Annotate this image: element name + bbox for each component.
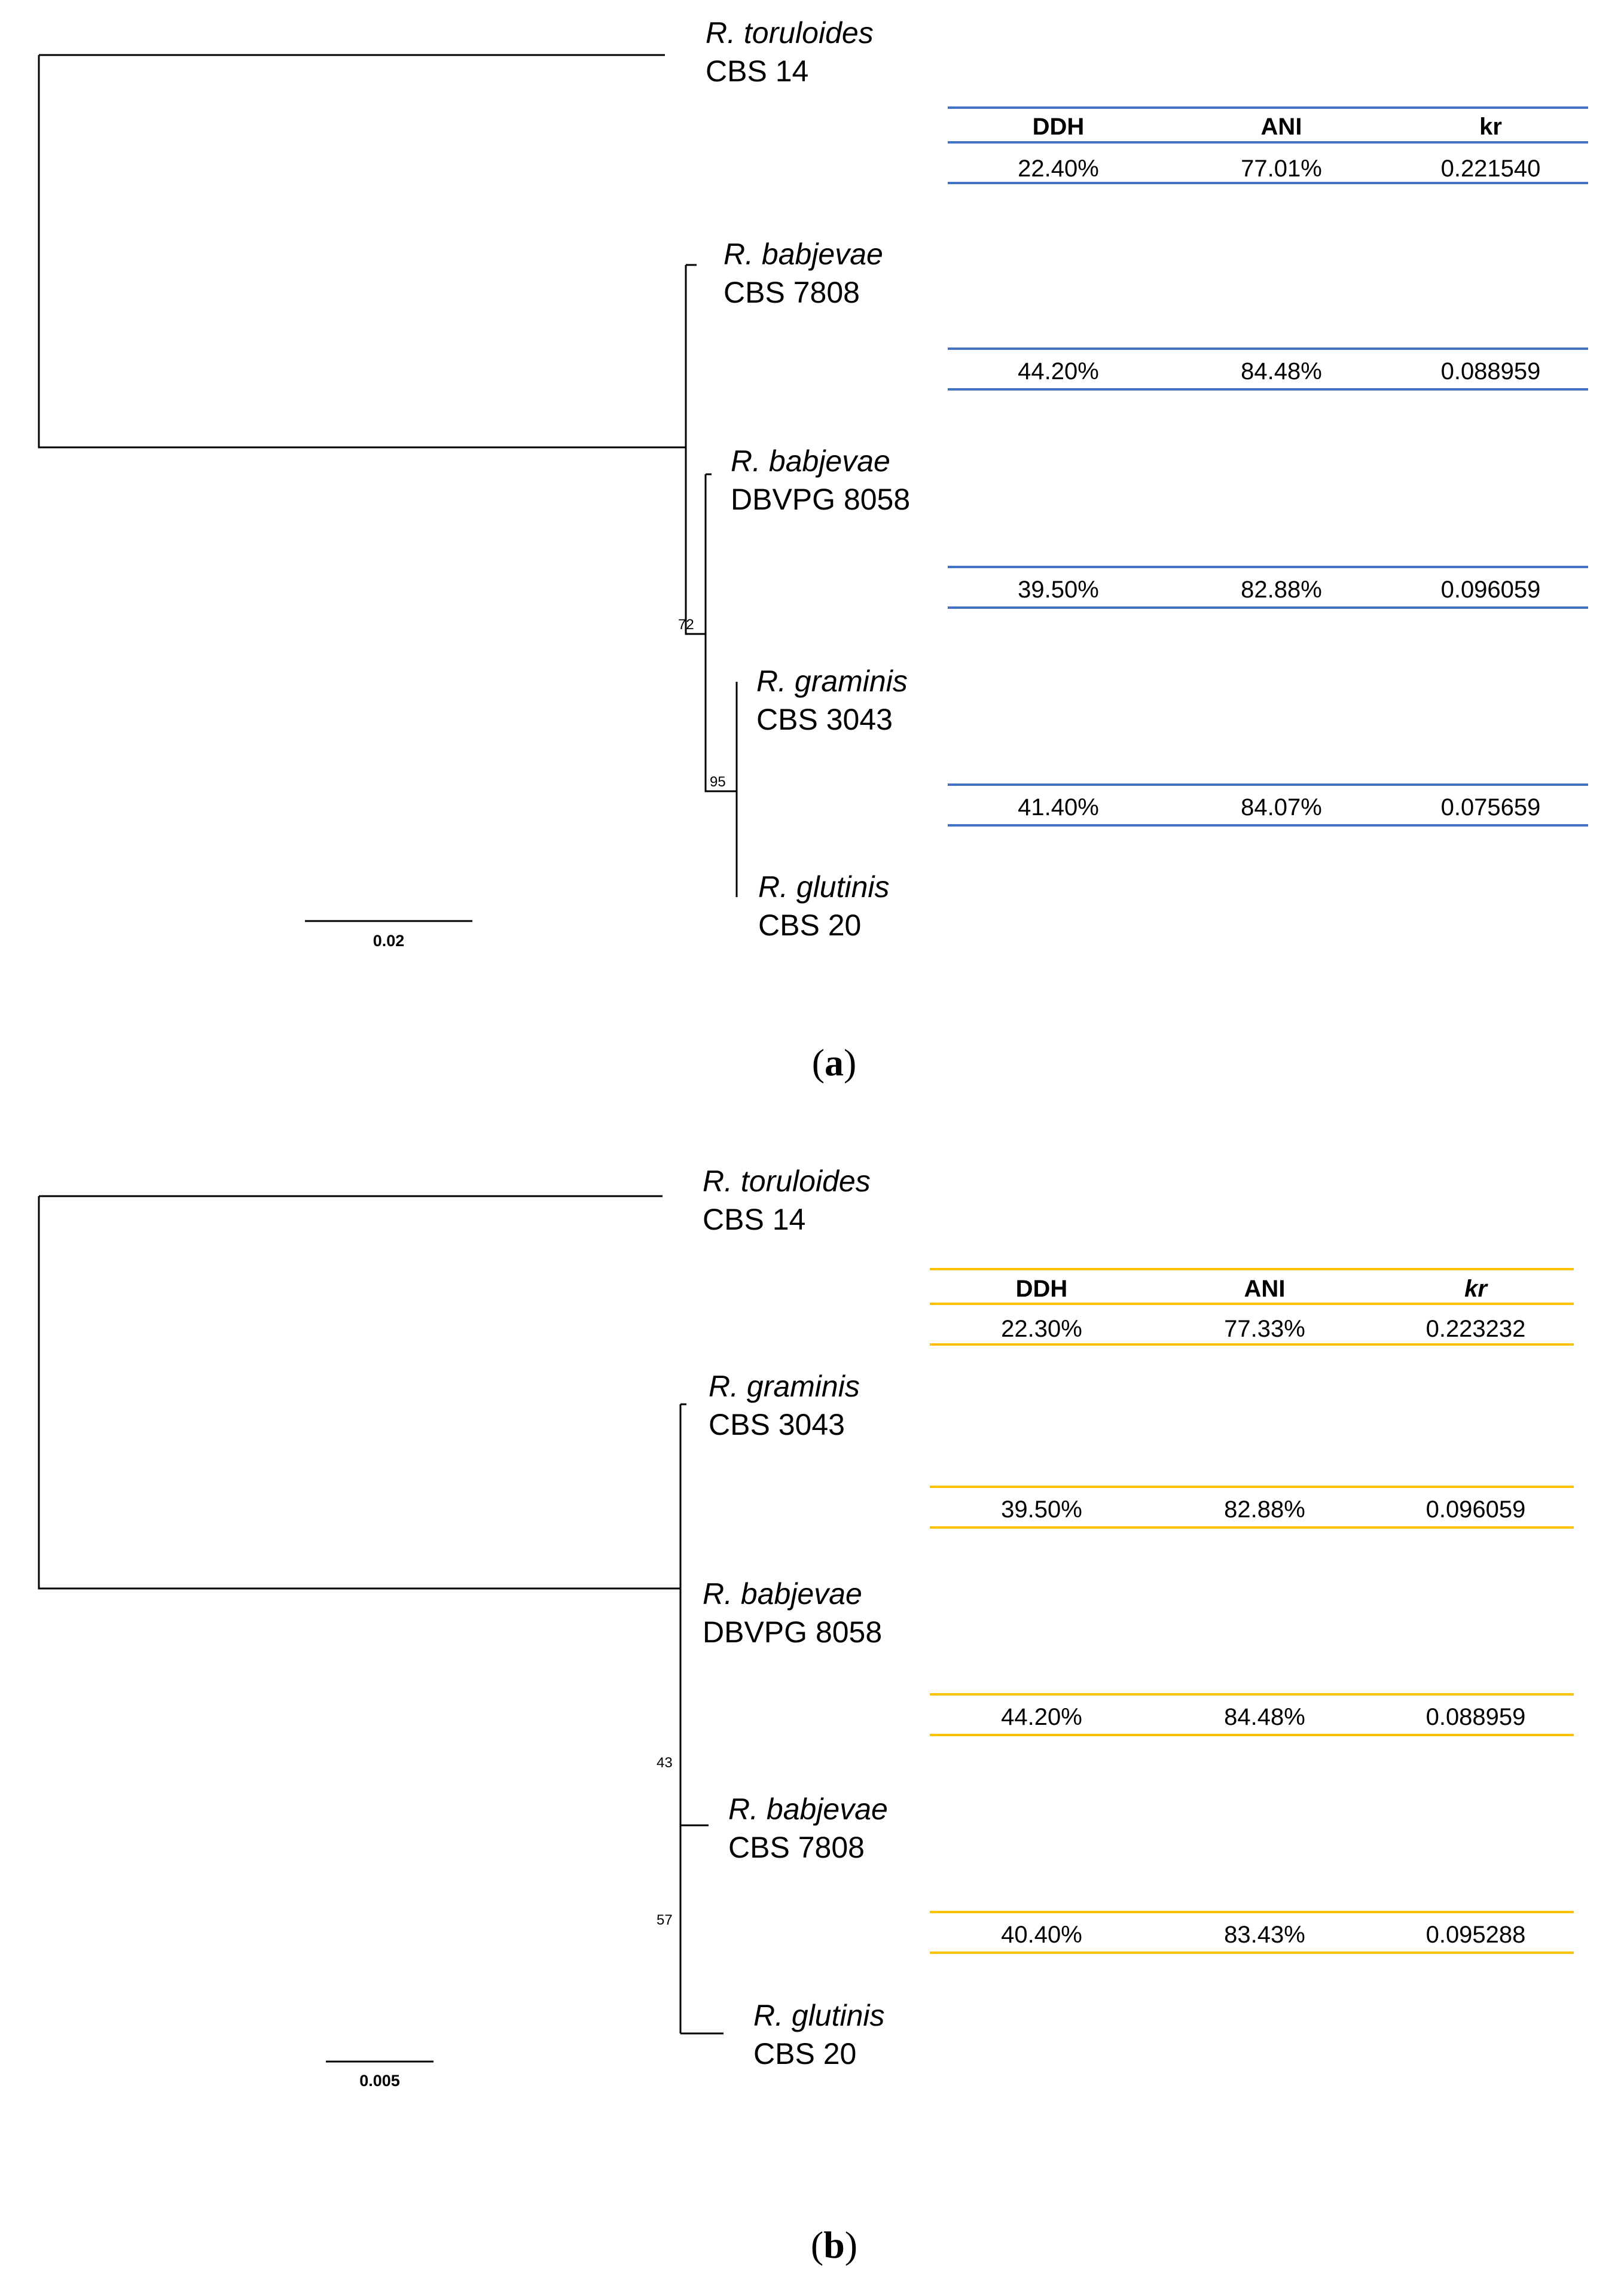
table-cell: 41.40% — [1018, 794, 1099, 821]
taxon-genus: R. glutinis — [753, 1999, 885, 2032]
table-cell: 0.221540 — [1440, 155, 1541, 182]
scale-bar-label-b: 0.005 — [359, 2072, 400, 2090]
table-cell: 0.075659 — [1440, 794, 1541, 821]
panel-a — [39, 16, 1588, 1084]
column-header-ani: ANI — [1260, 114, 1302, 140]
column-header-ani: ANI — [1244, 1276, 1286, 1302]
taxon-strain: CBS 14 — [703, 1203, 806, 1236]
taxon-strain: CBS 3043 — [756, 703, 893, 736]
table-cell: 77.33% — [1224, 1316, 1305, 1342]
table-cell: 39.50% — [1018, 577, 1099, 603]
taxon-genus: R. toruloides — [703, 1164, 871, 1198]
taxon-genus: R. babjevae — [731, 444, 890, 478]
branch-root-a — [39, 55, 686, 447]
column-header-kr: kr — [1464, 1276, 1487, 1302]
branch-root-b — [39, 1196, 680, 1588]
table-cell: 82.88% — [1224, 1496, 1305, 1523]
taxon-genus: R. graminis — [709, 1370, 860, 1403]
taxon-genus: R. graminis — [756, 664, 908, 698]
taxon-genus: R. glutinis — [758, 870, 890, 904]
table-b — [930, 1269, 1574, 1953]
tree-a — [39, 55, 737, 921]
table-cell: 39.50% — [1001, 1496, 1082, 1523]
taxon-strain: CBS 14 — [706, 54, 809, 88]
taxon-strain: DBVPG 8058 — [703, 1615, 883, 1649]
taxon-strain: DBVPG 8058 — [731, 483, 911, 516]
table-cell: 44.20% — [1001, 1704, 1082, 1730]
table-cell: 0.096059 — [1425, 1496, 1526, 1523]
panel-label-letter: b — [823, 2224, 845, 2266]
table-cell: 0.088959 — [1440, 358, 1541, 385]
column-header-ddh: DDH — [1015, 1276, 1068, 1302]
table-cell: 0.223232 — [1425, 1316, 1526, 1342]
table-cell: 77.01% — [1241, 155, 1322, 182]
table-cell: 0.088959 — [1425, 1704, 1526, 1730]
taxon-genus: R. babjevae — [724, 237, 883, 271]
bootstrap-57: 57 — [657, 1912, 673, 1928]
table-a — [948, 108, 1588, 825]
taxon-strain: CBS 3043 — [709, 1408, 845, 1441]
taxon-genus: R. toruloides — [706, 16, 874, 50]
table-a-rules — [948, 108, 1588, 825]
table-cell: 0.096059 — [1440, 577, 1541, 603]
bootstrap-43: 43 — [657, 1755, 673, 1771]
branch-inner-a — [686, 447, 706, 634]
bootstrap-72: 72 — [678, 617, 694, 633]
table-b-rules — [930, 1269, 1574, 1953]
column-header-kr: kr — [1479, 114, 1502, 140]
table-cell: 22.30% — [1001, 1316, 1082, 1342]
taxon-strain: CBS 20 — [758, 908, 862, 942]
table-cell: 22.40% — [1018, 155, 1099, 182]
panel-label-a: (a) — [811, 1041, 857, 1084]
taxon-genus: R. babjevae — [703, 1577, 862, 1611]
table-cell: 84.48% — [1224, 1704, 1305, 1730]
panel-b — [39, 1164, 1574, 2266]
taxon-strain: CBS 20 — [753, 2037, 857, 2071]
taxon-genus: R. babjevae — [728, 1792, 888, 1826]
table-cell: 83.43% — [1224, 1922, 1305, 1948]
column-header-ddh: DDH — [1032, 114, 1085, 140]
table-cell: 84.07% — [1241, 794, 1322, 821]
scale-bar-label-a: 0.02 — [373, 932, 405, 950]
table-cell: 84.48% — [1241, 358, 1322, 385]
bootstrap-95: 95 — [710, 774, 726, 790]
panel-label-b: (b) — [810, 2224, 858, 2266]
table-cell: 44.20% — [1018, 358, 1099, 385]
branch-node95-a — [706, 634, 737, 791]
taxon-strain: CBS 7808 — [724, 276, 860, 309]
taxon-strain: CBS 7808 — [728, 1831, 865, 1864]
table-cell: 82.88% — [1241, 577, 1322, 603]
table-cell: 0.095288 — [1425, 1922, 1526, 1948]
table-cell: 40.40% — [1001, 1922, 1082, 1948]
tree-b — [39, 1196, 724, 2062]
panel-label-letter: a — [825, 1041, 844, 1084]
